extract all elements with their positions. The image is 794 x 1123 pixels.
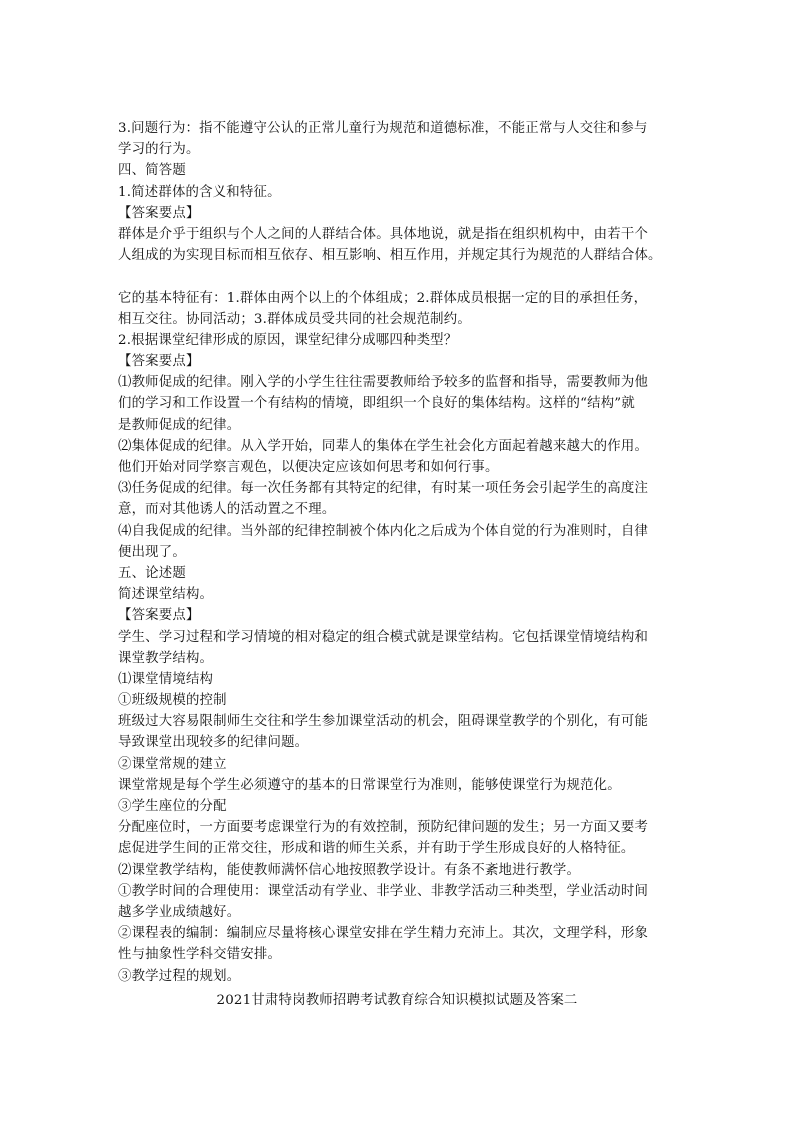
text-line: 们的学习和工作设置一个有结构的情境，即组织一个良好的集体结构。这样的“结构”就 <box>118 396 635 412</box>
document-footer-title: 2021甘肃特岗教师招聘考试教育综合知识模拟试题及答案二 <box>216 993 578 1008</box>
text-line: 课堂教学结构。 <box>118 650 214 666</box>
blank-line <box>118 266 682 287</box>
text-line: 是教师促成的纪律。 <box>118 417 241 433</box>
subheading: ⑴课堂情境结构 <box>118 671 214 687</box>
text-line: ①教学时间的合理使用：课堂活动有学业、非学业、非教学活动三种类型，学业活动时间 <box>118 883 649 899</box>
text-line: 性与抽象性学科交错安排。 <box>118 947 282 963</box>
question-title: 1.简述群体的含义和特征。 <box>118 184 281 200</box>
text-line: 群体是介乎于组织与个人之间的人群结合体。具体地说，就是指在组织机构中，由若干个 <box>118 226 649 242</box>
section-heading: 五、论述题 <box>118 565 186 581</box>
text-line: ⑴教师促成的纪律。刚入学的小学生往往需要教师给予较多的监督和指导，需要教师为他 <box>118 375 649 391</box>
text-line: 班级过大容易限制师生交往和学生参加课堂活动的机会，阻碍课堂教学的个别化，有可能 <box>118 714 649 730</box>
text-line: 导致课堂出现较多的纪律问题。 <box>118 735 309 751</box>
text-line: 课堂常规是每个学生必须遵守的基本的日常课堂行为准则，能够使课堂行为规范化。 <box>118 777 621 793</box>
text-line: 相互交往。协同活动；3.群体成员受共同的社会规范制约。 <box>118 311 471 327</box>
text-line: 意，而对其他诱人的活动置之不理。 <box>118 502 336 518</box>
text-line: ③教学过程的规划。 <box>118 968 241 984</box>
text-line: 虑促进学生间的正常交往，形成和谐的师生关系，并有助于学生形成良好的人格特征。 <box>118 841 635 857</box>
subheading: ⑵课堂教学结构，能使教师满怀信心地按照教学设计。有条不紊地进行教学。 <box>118 862 581 878</box>
document-body <box>118 118 682 987</box>
subheading: ②课堂常规的建立 <box>118 756 227 772</box>
subheading: ③学生座位的分配 <box>118 799 227 814</box>
question-title: 简述课堂结构。 <box>118 587 214 603</box>
text-line: ⑶任务促成的纪律。每一次任务都有其特定的纪律，有时某一项任务会引起学生的高度注 <box>118 481 649 497</box>
text-line: 他们开始对同学察言观色，以便决定应该如何思考和如何行事。 <box>118 460 499 475</box>
text-line: 便出现了。 <box>118 544 186 560</box>
text-line: ⑵集体促成的纪律。从入学开始，同辈人的集体在学生社会化方面起着越来越大的作用。 <box>118 438 649 454</box>
text-line: 3.问题行为：指不能遵守公认的正常儿童行为规范和道德标准，不能正常与人交往和参与 <box>118 121 648 136</box>
subheading: ①班级规模的控制 <box>118 693 227 709</box>
answer-label: 【答案要点】 <box>118 354 200 370</box>
text-line: 学习的行为。 <box>118 142 200 158</box>
text-line: 学生、学习过程和学习情境的相对稳定的组合模式就是课堂结构。它包括课堂情境结构和 <box>118 629 649 645</box>
text-line: 越多学业成绩越好。 <box>118 904 241 920</box>
text-line: ②课程表的编制：编制应尽量将核心课堂安排在学生精力充沛上。其次，文理学科，形象 <box>118 926 649 942</box>
question-title: 2.根据课堂纪律形成的原因，课堂纪律分成哪四种类型？ <box>118 332 458 348</box>
section-heading: 四、简答题 <box>118 163 186 179</box>
text-line: 人组成的为实现目标而相互依存、相互影响、相互作用，并规定其行为规范的人群结合体。 <box>118 248 662 264</box>
text-line: 分配座位时，一方面要考虑课堂行为的有效控制，预防纪律问题的发生；另一方面又要考 <box>118 820 649 836</box>
text-line: 它的基本特征有：1.群体由两个以上的个体组成；2.群体成员根据一定的目的承担任务， <box>118 290 648 306</box>
answer-label: 【答案要点】 <box>118 205 200 221</box>
text-line: ⑷自我促成的纪律。当外部的纪律控制被个体内化之后成为个体自觉的行为准则时，自律 <box>118 523 649 539</box>
answer-label: 【答案要点】 <box>118 608 200 624</box>
